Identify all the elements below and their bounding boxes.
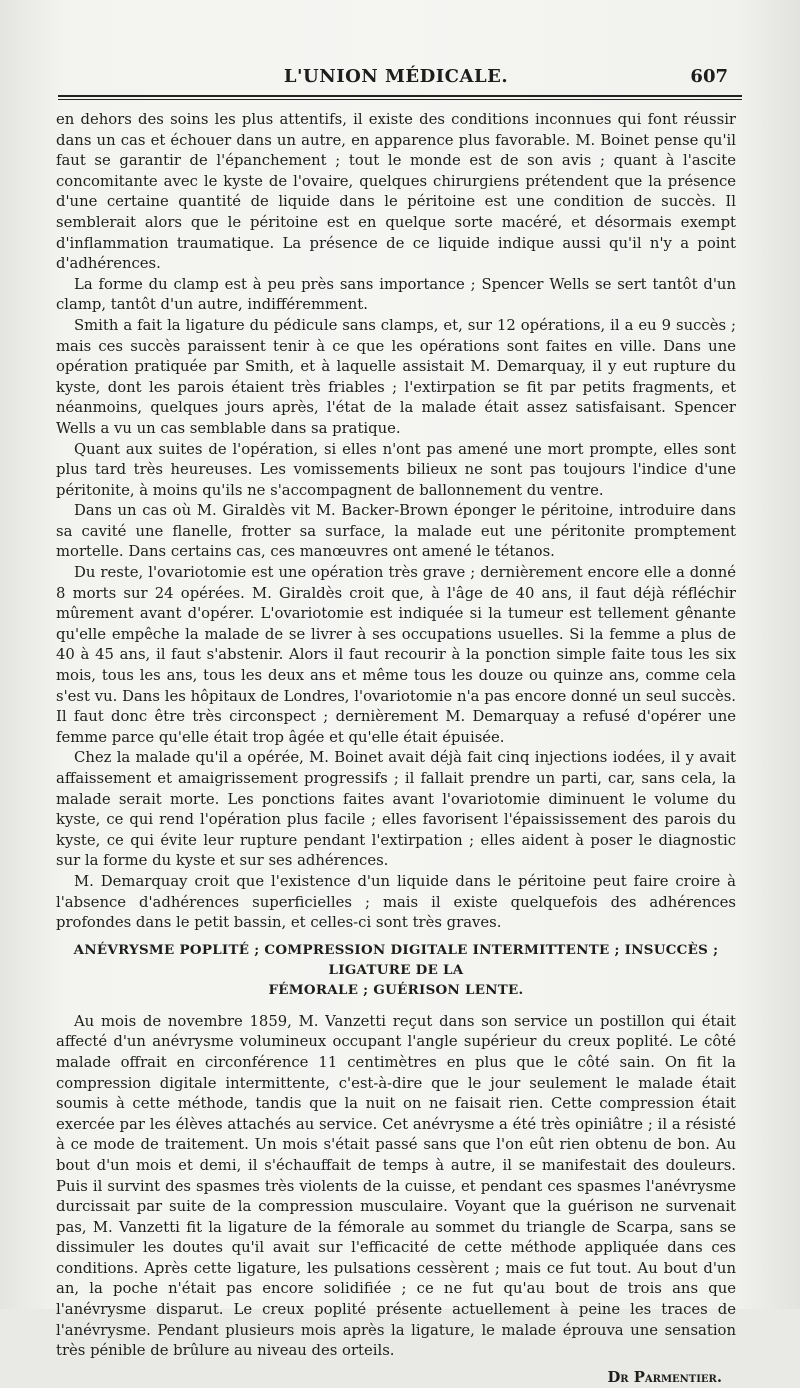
paragraph: Dans un cas où M. Giraldès vit M. Backer-Brown éponger le péritoine, introduire dans sa cavité une flanelle, frotter sa surface, la malade eut une péritonite promptement mortelle. Dans certains cas, ces manœuvres ont amené le tétanos. xyxy=(56,502,736,561)
page-header xyxy=(52,66,740,92)
case-paragraph: Au mois de novembre 1859, M. Vanzetti reçut dans son service un postillon qui était affecté d'un anévrysme volumineux occupant l'angle supérieur du creux poplité. Le côté malade offrait en circonférence 11 centimètres en plus que le côté sain. On fit la compression digitale intermittente, c'est-à-dire que le jour seulement le malade était soumis à cette méthode, tandis que la nuit on ne faisait rien. Cette compression était exercée par les élèves attachés au service. Cet anévrysme a été très opiniâtre ; il a résisté à ce mode de traitement. Un mois s'était passé sans que l'on eût rien obtenu de bon. Au bout d'un mois et demi, il s'échauffait de temps à autre, il se manifestait des douleurs. Puis il survint des spasmes très violents de la cuisse, et pendant ces spasmes l'anévrysme durcissait par suite de la compression musculaire. Voyant que la guérison ne survenait pas, M. Vanzetti fit la ligature de la fémorale au sommet du triangle de Scarpa, sans se dissimuler les doutes qu'il avait sur l'efficacité de cette méthode appliquée dans ces conditions. Après cette ligature, les pulsations cessèrent ; mais ce fut tout. Au bout d'un an, la poche n'était pas encore solidifiée ; ce ne fut qu'au bout de trois ans que l'anévrysme disparut. Le creux poplité présente actuellement à peine les traces de l'anévrysme. Pendant plusieurs mois après la ligature, le malade éprouva une sensation très pénible de brûlure au niveau des orteils. xyxy=(56,1012,736,1360)
section-heading-line: ANÉVRYSME POPLITÉ ; COMPRESSION DIGITALE INTERMITTENTE ; INSUCCÈS ; LIGATURE DE LA xyxy=(73,941,719,978)
journal-title: L'UNION MÉDICALE. xyxy=(283,66,509,87)
paragraph: en dehors des soins les plus attentifs, il existe des conditions inconnues qui font réussir dans un cas et échouer dans un autre, en apparence plus favorable. M. Boinet pense qu'il faut se garantir de l'épanchement ; tout le monde est de son avis ; quant à l'ascite concomitante avec le kyste de l'ovaire, quelques chirurgiens prétendent que la présence d'une certaine quantité de liquide dans le péritoine est une condition de succès. Il semblerait alors que le péritoine est en quelque sorte macéré, et désormais exempt d'inflammation traumatique. La présence de ce liquide indique aussi qu'il n'y a point d'adhérences. xyxy=(56,111,736,273)
paragraph: Chez la malade qu'il a opérée, M. Boinet avait déjà fait cinq injections iodées, il y avait affaissement et amaigrissement progressifs ; il fallait prendre un parti, car, sans cela, la malade serait morte. Les ponctions faites avant l'ovariotomie diminuent le volume du kyste, ce qui rend l'opération plus facile ; elles favorisent l'épaississement des parois du kyste, ce qui évite leur rupture pendant l'extirpation ; elles aident à poser le diagnostic sur la forme du kyste et sur ses adhérences. xyxy=(56,749,736,870)
page-number: 607 xyxy=(690,66,728,87)
paragraph: La forme du clamp est à peu près sans importance ; Spencer Wells se sert tantôt d'un clamp, tantôt d'un autre, indifféremment. xyxy=(56,275,736,314)
section-heading-line: FÉMORALE ; GUÉRISON LENTE. xyxy=(268,981,524,998)
paragraph: Du reste, l'ovariotomie est une opération très grave ; dernièrement encore elle a donné 8 morts sur 24 opérées. M. Giraldès croit que, à l'âge de 40 ans, il faut déjà réfléchir mûrement avant d'opérer. L'ovariotomie est indiquée si la tumeur est tellement gênante qu'elle empêche la malade de se livrer à ses occupations usuelles. Si la femme a plus de 40 à 45 ans, il faut s'abstenir. Alors il faut recourir à la ponction simple faite tous les six mois, tous les ans, tous les deux ans et même tous les douze ou quinze ans, comme cela s'est vu. Dans les hôpitaux de Londres, l'ovariotomie n'a pas encore donné un seul succès. Il faut donc être très circonspect ; dernièrement M. Demarquay a refusé d'opérer une femme parce qu'elle était trop âgée et qu'elle était épuisée. xyxy=(56,564,736,746)
article-body xyxy=(56,110,736,1388)
header-rule xyxy=(58,95,742,97)
section-heading xyxy=(56,940,736,1000)
paragraph: Quant aux suites de l'opération, si elles n'ont pas amené une mort prompte, elles sont plus tard très heureuses. Les vomissements bilieux ne sont pas toujours l'indice d'une péritonite, à moins qu'ils ne s'accompagnent de ballonnement du ventre. xyxy=(56,440,736,499)
paragraph: M. Demarquay croit que l'existence d'un liquide dans le péritoine peut faire croire à l'absence d'adhérences superficielles ; mais il existe quelquefois des adhérences profondes dans le petit bassin, et celles-ci sont très graves. xyxy=(56,872,736,932)
header-rule-thin xyxy=(58,99,742,100)
paragraph: Smith a fait la ligature du pédicule sans clamps, et, sur 12 opérations, il a eu 9 succès ; mais ces succès paraissent tenir à ce que les opérations sont faites en ville. Dans une opération pratiquée par Smith, et à laquelle assistait M. Demarquay, il y eut rupture du kyste, dont les parois étaient très friables ; l'extirpation se fit par petits fragments, et néanmoins, quelques jours après, l'état de la malade était assez satisfaisant. Spencer Wells a vu un cas semblable dans sa pratique. xyxy=(56,316,736,437)
author-signature: Dr Parmentier. xyxy=(607,1368,722,1386)
